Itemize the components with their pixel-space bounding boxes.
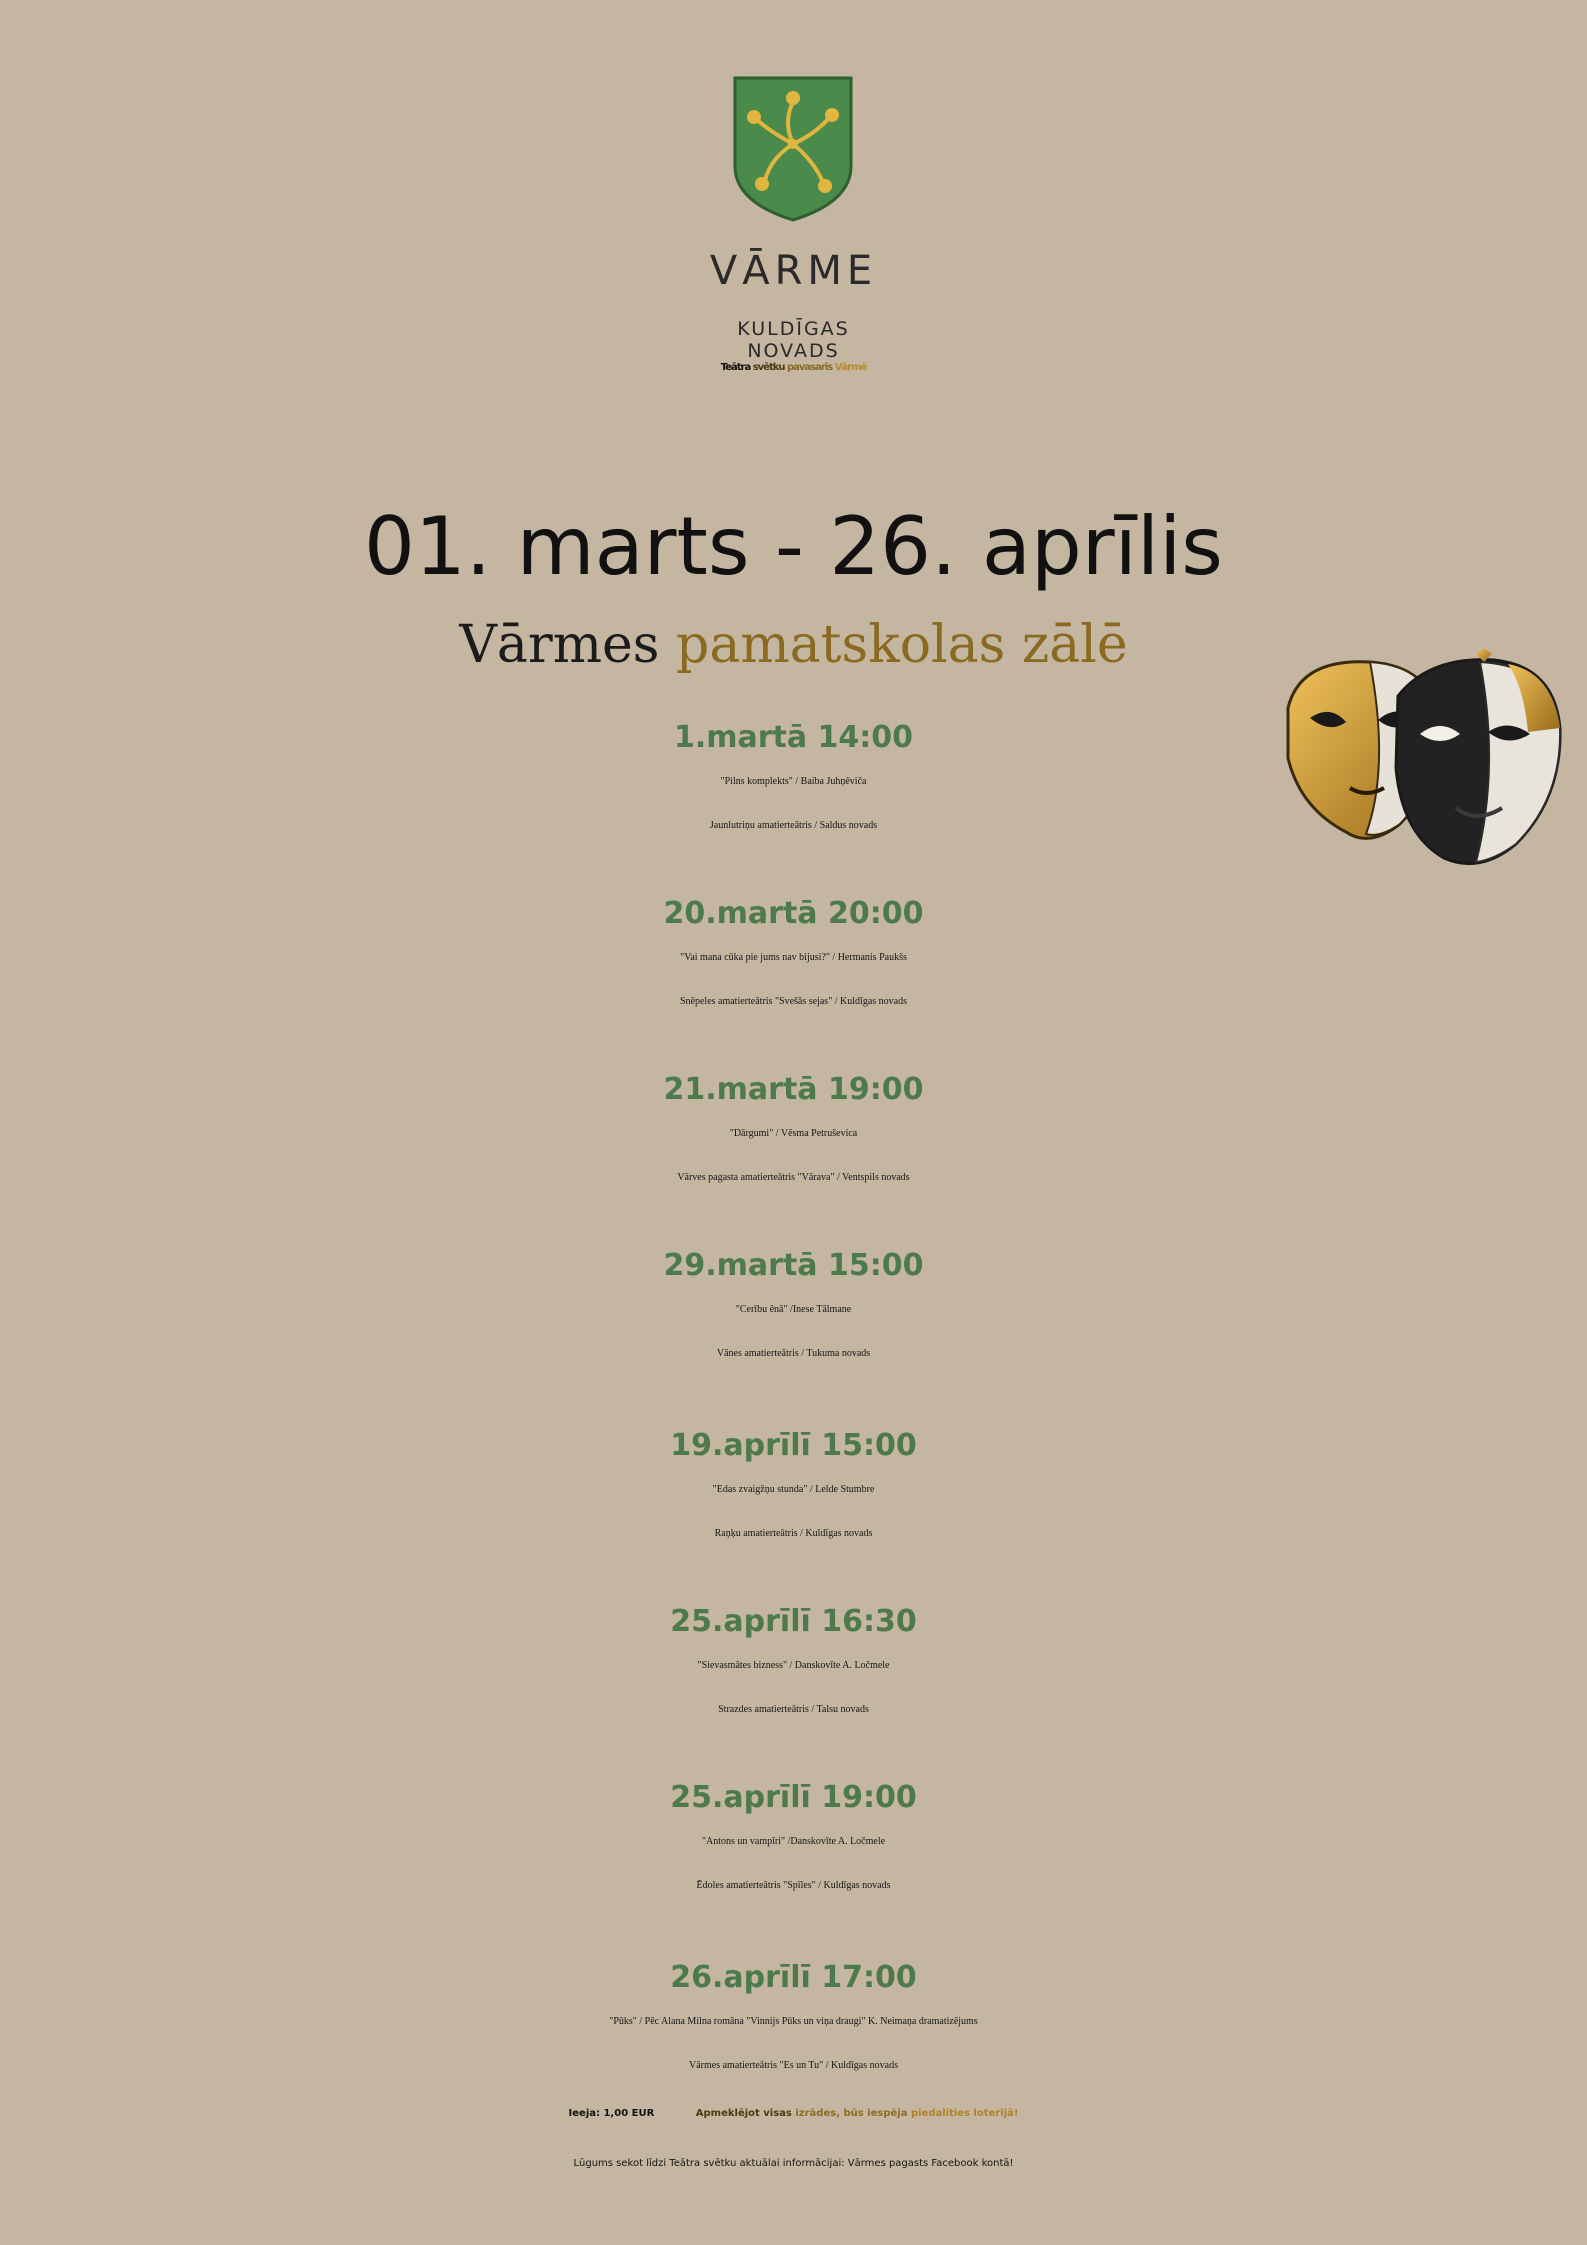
lottery-part-3: piedalīties loterijā! [910, 2108, 1019, 2119]
event-troupe: Vānes amatierteātris / Tukuma novads [716, 1348, 871, 1359]
event-date: 29.martā 15:00 [663, 1248, 924, 1283]
title-word-1: Teātra [720, 362, 751, 373]
brand-subtitle-line2: NOVADS [747, 340, 840, 362]
event-date: 20.martā 20:00 [663, 896, 924, 931]
event-item [0, 1068, 1587, 1200]
event-troupe: Vārmes amatierteātris "Es un Tu" / Kuldīgas novads [689, 2060, 898, 2071]
event-troupe: Raņķu amatierteātris / Kuldīgas novads [714, 1528, 873, 1539]
event-date: 1.martā 14:00 [673, 720, 914, 755]
event-date: 25.aprīlī 19:00 [670, 1780, 917, 1815]
event-troupe: Ēdoles amatierteātris "Spīles" / Kuldīgas novads [696, 1880, 891, 1891]
event-troupe: Vārves pagasta amatierteātris "Vārava" / Ventspils novads [677, 1172, 910, 1183]
event-troupe: Jaunlutriņu amatierteātris / Saldus novads [709, 820, 878, 831]
brand-name: VĀRME [709, 248, 878, 294]
event-date: 25.aprīlī 16:30 [670, 1604, 917, 1639]
title-word-4: Vārmē [834, 362, 867, 373]
footer-entry-lottery [0, 2108, 1587, 2119]
event-play: "Sievasmātes bizness" / Danskovīte A. Ločmele [697, 1660, 890, 1671]
event-play: "Dārgumi" / Vēsma Petruševica [729, 1128, 858, 1139]
lottery-part-2: izrādes, būs iespēja [795, 2108, 908, 2119]
venue-part-2: pamatskolas zālē [676, 615, 1128, 675]
footer-info: Lūgums sekot līdzi Teātra svētku aktuālai informācijai: Vārmes pagasts Facebook kontā! [573, 2158, 1014, 2169]
event-item [0, 1600, 1587, 1732]
event-date: 19.aprīlī 15:00 [670, 1428, 917, 1463]
entry-price: Ieeja: 1,00 EUR [568, 2108, 655, 2119]
lottery-part-1: Apmeklējot visas [695, 2108, 792, 2119]
festival-dates: 01. marts - 26. aprīlis [364, 500, 1223, 593]
title-word-3: pavasaris [786, 362, 833, 373]
title-word-2: svētku [752, 362, 785, 373]
event-play: "Antons un vampīri" /Danskovīte A. Ločmele [701, 1836, 886, 1847]
event-item [0, 716, 1587, 848]
event-troupe: Strazdes amatierteātris / Talsu novads [718, 1704, 869, 1715]
event-item [0, 1244, 1587, 1376]
poster-title [0, 362, 1587, 373]
event-play: "Pūks" / Pēc Alana Milna romāna "Vinnijs Pūks un viņa draugi" K. Neimaņa dramatizējums [609, 2016, 978, 2027]
event-date: 26.aprīlī 17:00 [670, 1960, 917, 1995]
event-item [0, 1424, 1587, 1556]
event-item [0, 892, 1587, 1024]
event-item [0, 1956, 1587, 2088]
brand-subtitle-line1: KULDĪGAS [737, 318, 850, 340]
event-play: "Edas zvaigžņu stunda" / Lelde Stumbre [712, 1484, 875, 1495]
crest-logo-icon [731, 74, 855, 224]
event-play: "Cerību ēnā" /Inese Tālmane [735, 1304, 852, 1315]
event-date: 21.martā 19:00 [663, 1072, 924, 1107]
venue-part-1: Vārmes [459, 615, 660, 675]
event-item [0, 1776, 1587, 1908]
event-troupe: Snēpeles amatierteātris "Svešās sejas" / Kuldīgas novads [679, 996, 907, 1007]
event-play: "Vai mana cūka pie jums nav bijusi?" / Hermanis Paukšs [680, 952, 907, 963]
event-play: "Pilns komplekts" / Baiba Juhņēviča [720, 776, 867, 787]
